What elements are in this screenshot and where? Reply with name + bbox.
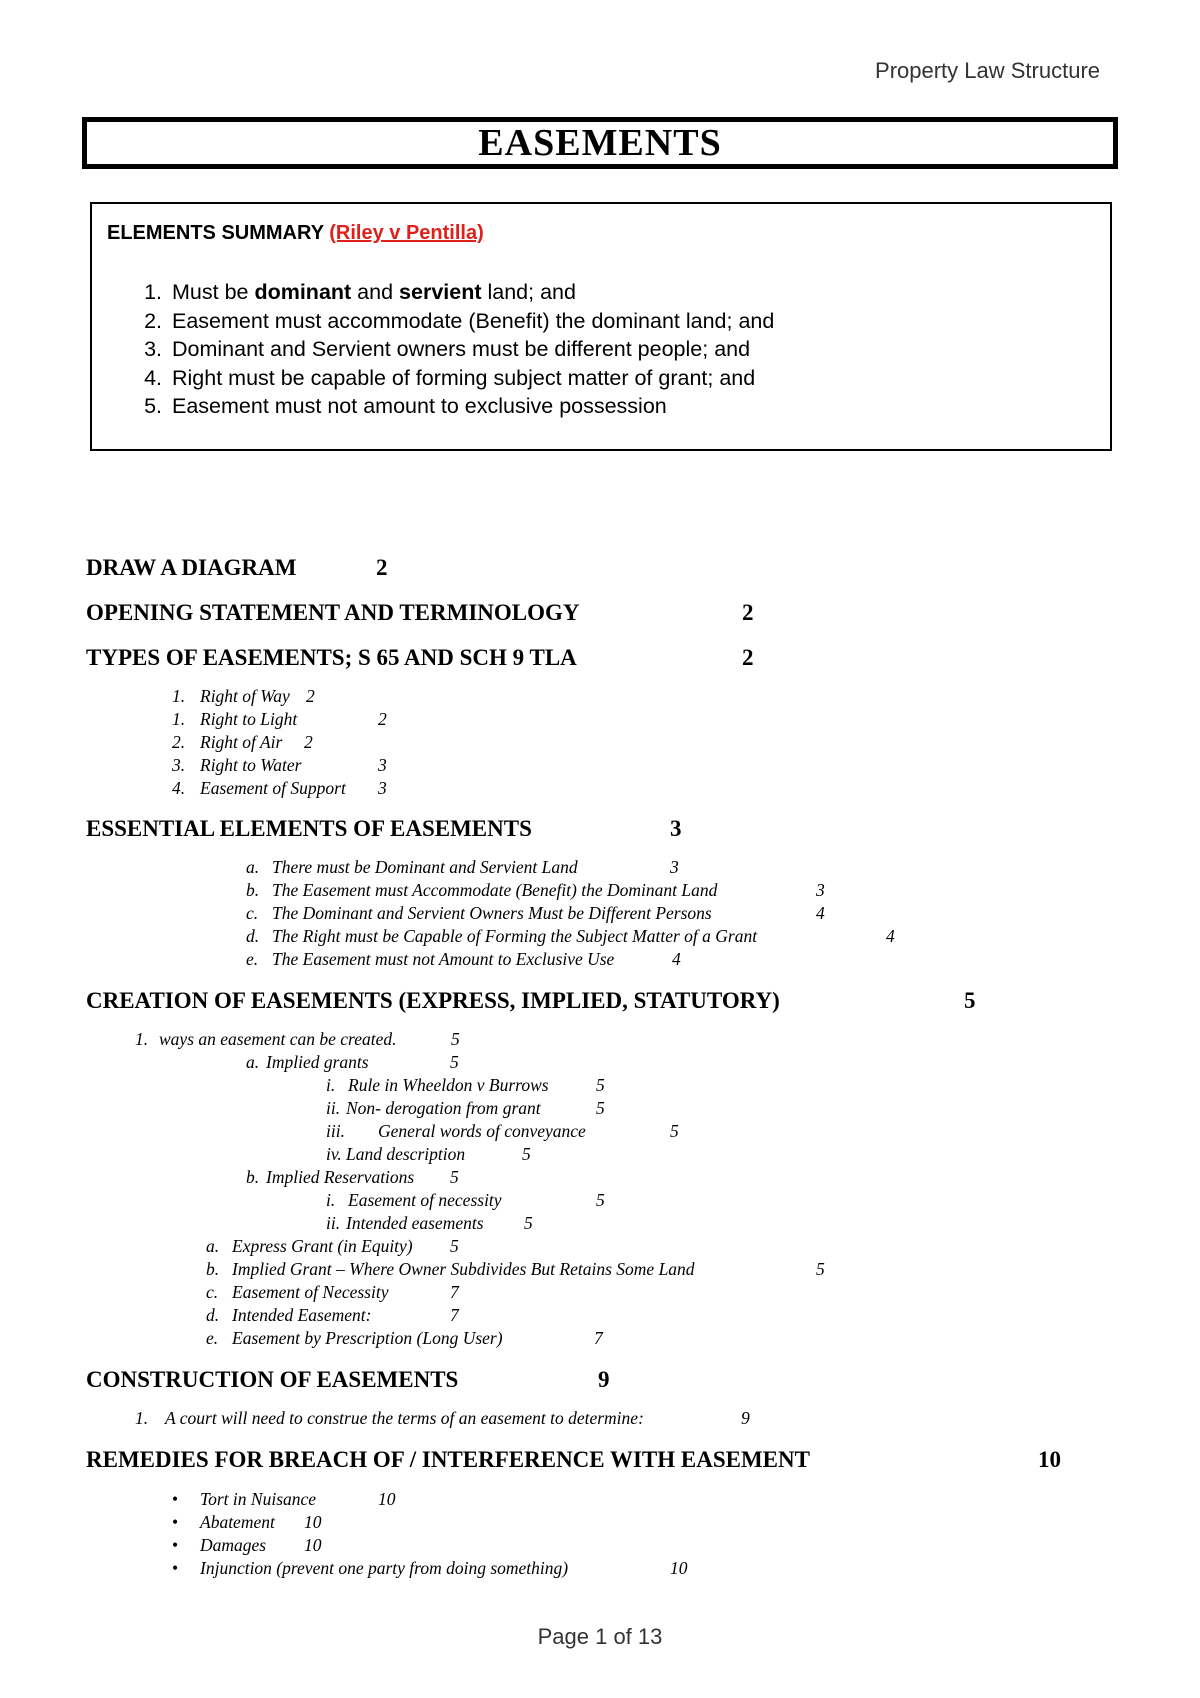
item-text: land; and xyxy=(481,280,576,304)
toc-entry-link[interactable] xyxy=(172,755,387,776)
toc-entry-link[interactable] xyxy=(135,1408,750,1429)
toc-entry-link[interactable] xyxy=(326,1121,679,1142)
toc-entry-number: i. xyxy=(326,1190,336,1210)
toc-page-number: 3 xyxy=(816,880,825,900)
item-bold-text: servient xyxy=(399,280,482,304)
toc-heading-text: DRAW A DIAGRAM xyxy=(86,555,297,580)
toc-entry-number: b. xyxy=(246,1167,260,1187)
toc-entry-text: Right of Air xyxy=(200,732,283,752)
toc-entry-text: ways an easement can be created. xyxy=(159,1029,397,1049)
toc-page-number: 2 xyxy=(304,732,313,752)
toc-entry-text: The Right must be Capable of Forming the Subject Matter of a Grant xyxy=(272,926,758,946)
toc-entry-link[interactable] xyxy=(172,1535,322,1556)
toc-entry-link[interactable] xyxy=(206,1236,459,1257)
toc-entry-link[interactable] xyxy=(172,709,387,730)
toc-page-number: 5 xyxy=(451,1029,460,1049)
toc-entry-link[interactable] xyxy=(246,1167,459,1188)
toc-page-number: 5 xyxy=(596,1075,605,1095)
toc-entry-text: Right to Light xyxy=(200,709,298,729)
toc-entry-number: b. xyxy=(206,1259,220,1279)
item-text: Easement must not amount to exclusive possession xyxy=(172,394,667,418)
toc-page-number: 2 xyxy=(742,600,754,625)
item-number: 4. xyxy=(144,365,162,390)
toc-entry-link[interactable] xyxy=(326,1213,533,1234)
summary-heading-line xyxy=(107,222,484,245)
summary-case-reference: (Riley v Pentilla) xyxy=(329,222,484,244)
toc-page-number: 5 xyxy=(670,1121,679,1141)
toc-entry-link[interactable] xyxy=(206,1282,459,1303)
toc-page-number: 10 xyxy=(1038,1447,1061,1472)
bullet-icon: • xyxy=(172,1489,179,1509)
toc-heading-link[interactable] xyxy=(86,555,388,581)
toc-entry-link[interactable] xyxy=(206,1259,825,1280)
toc-entry-text: The Easement must not Amount to Exclusive Use xyxy=(272,949,615,969)
toc-page-number: 7 xyxy=(450,1305,459,1325)
toc-page-number: 10 xyxy=(670,1558,688,1578)
toc-entry-text: Right of Way xyxy=(200,686,290,706)
toc-entry-number: iv. xyxy=(326,1144,342,1164)
item-text: Right must be capable of forming subject matter of grant; and xyxy=(172,365,756,390)
toc-page-number: 10 xyxy=(304,1512,322,1532)
toc-entry-link[interactable] xyxy=(246,903,825,924)
item-bold-text: dominant xyxy=(254,280,352,304)
toc-page-number: 3 xyxy=(670,816,682,841)
running-header: Property Law Structure xyxy=(875,58,1100,83)
toc-page-number: 3 xyxy=(670,857,679,877)
toc-entry-text: Implied grants xyxy=(266,1052,369,1072)
toc-entry-number: 1. xyxy=(135,1408,149,1428)
toc-entry-number: e. xyxy=(246,949,259,969)
document-title-box xyxy=(82,117,1118,169)
toc-entry-number: b. xyxy=(246,880,260,900)
toc-page-number: 5 xyxy=(964,988,976,1013)
toc-page-number: 4 xyxy=(816,903,825,923)
item-text: Dominant and Servient owners must be different people; and xyxy=(172,337,751,361)
toc-entry-link[interactable] xyxy=(172,1489,396,1510)
toc-entry-number: iii. xyxy=(326,1121,345,1141)
toc-entry-number: 1. xyxy=(172,686,186,706)
toc-heading-link[interactable] xyxy=(86,1367,610,1393)
toc-entry-text: There must be Dominant and Servient Land xyxy=(272,857,578,877)
bullet-icon: • xyxy=(172,1558,179,1578)
item-text: Easement must accommodate (Benefit) the dominant land; and xyxy=(172,308,775,333)
toc-heading-text: REMEDIES FOR BREACH OF / INTERFERENCE WITH EASEMENT xyxy=(86,1447,810,1472)
toc-entry-number: a. xyxy=(206,1236,220,1256)
toc-entry-link[interactable] xyxy=(206,1305,459,1326)
item-number: 1. xyxy=(144,280,162,304)
page-footer: Page 1 of 13 xyxy=(537,1624,663,1649)
toc-entry-link[interactable] xyxy=(326,1144,531,1165)
item-number: 3. xyxy=(144,337,162,361)
toc-heading-text: CONSTRUCTION OF EASEMENTS xyxy=(86,1367,459,1392)
toc-entry-text: The Dominant and Servient Owners Must be Different Persons xyxy=(272,903,712,923)
toc-entry-text: Injunction (prevent one party from doing something) xyxy=(200,1558,569,1578)
toc-page-number: 7 xyxy=(594,1328,603,1348)
toc-page-number: 5 xyxy=(450,1167,459,1187)
toc-page-number: 2 xyxy=(306,686,315,706)
toc-page-number: 3 xyxy=(378,755,387,775)
toc-entry-text: Express Grant (in Equity) xyxy=(232,1236,413,1256)
toc-heading-link[interactable] xyxy=(86,600,754,626)
toc-entry-text: Damages xyxy=(200,1535,267,1555)
toc-heading-link[interactable] xyxy=(86,988,976,1014)
toc-entry-number: a. xyxy=(246,857,260,877)
toc-entry-text: Land description xyxy=(346,1144,466,1164)
toc-entry-text: Implied Reservations xyxy=(266,1167,415,1187)
toc-entry-link[interactable] xyxy=(246,880,825,901)
toc-page-number: 5 xyxy=(450,1052,459,1072)
toc-heading-text: ESSENTIAL ELEMENTS OF EASEMENTS xyxy=(86,816,532,841)
toc-entry-text: Intended Easement: xyxy=(232,1305,372,1325)
toc-entry-link[interactable] xyxy=(246,1052,459,1073)
item-number: 5. xyxy=(144,394,162,418)
toc-entry-text: Easement of Necessity xyxy=(232,1282,389,1302)
toc-entry-number: ii. xyxy=(326,1213,341,1233)
summary-item xyxy=(132,364,774,393)
toc-entry-link[interactable] xyxy=(172,732,313,753)
toc-entry-link[interactable] xyxy=(326,1075,605,1096)
toc-entry-number: 3. xyxy=(172,755,186,775)
toc-page-number: 7 xyxy=(450,1282,459,1302)
summary-item xyxy=(132,392,774,421)
toc-page-number: 4 xyxy=(672,949,681,969)
summary-item xyxy=(132,335,774,364)
bullet-icon: • xyxy=(172,1535,179,1555)
toc-entry-number: 1. xyxy=(135,1029,149,1049)
toc-page-number: 9 xyxy=(598,1367,610,1392)
bullet-icon: • xyxy=(172,1512,179,1532)
toc-heading-text: TYPES OF EASEMENTS; S 65 AND SCH 9 TLA xyxy=(86,645,577,670)
toc-entry-text: Non- derogation from grant xyxy=(346,1098,541,1118)
toc-heading-link[interactable] xyxy=(86,1447,1061,1473)
toc-entry-text: Abatement xyxy=(200,1512,275,1532)
toc-entry-link[interactable] xyxy=(246,949,681,970)
toc-heading-text: OPENING STATEMENT AND TERMINOLOGY xyxy=(86,600,580,625)
toc-entry-text: The Easement must Accommodate (Benefit) the Dominant Land xyxy=(272,880,718,900)
toc-page-number: 9 xyxy=(741,1408,750,1428)
toc-entry-link[interactable] xyxy=(135,1029,460,1050)
toc-entry-number: 4. xyxy=(172,778,186,798)
item-text: Must be xyxy=(172,280,255,304)
toc-entry-link[interactable] xyxy=(172,1512,322,1533)
toc-page-number: 2 xyxy=(378,709,387,729)
toc-entry-text: Easement of necessity xyxy=(348,1190,502,1210)
toc-entry-link[interactable] xyxy=(172,778,387,799)
toc-page-number: 5 xyxy=(522,1144,531,1164)
toc-entry-link[interactable] xyxy=(326,1190,605,1211)
toc-entry-number: 2. xyxy=(172,732,186,752)
toc-page-number: 4 xyxy=(886,926,895,946)
summary-list xyxy=(132,278,774,421)
toc-entry-link[interactable] xyxy=(326,1098,605,1119)
toc-entry-number: a. xyxy=(246,1052,260,1072)
toc-page-number: 5 xyxy=(524,1213,533,1233)
toc-entry-link[interactable] xyxy=(246,857,679,878)
toc-entry-text: Tort in Nuisance xyxy=(200,1489,317,1509)
toc-page-number: 5 xyxy=(450,1236,459,1256)
toc-entry-number: ii. xyxy=(326,1098,341,1118)
toc-entry-number: d. xyxy=(206,1305,220,1325)
toc-page-number: 10 xyxy=(378,1489,396,1509)
toc-entry-number: 1. xyxy=(172,709,186,729)
toc-entry-number: d. xyxy=(246,926,260,946)
toc-entry-text: General words of conveyance xyxy=(378,1121,586,1141)
toc-entry-text: Easement of Support xyxy=(200,778,346,798)
toc-entry-link[interactable] xyxy=(172,686,315,707)
toc-entry-link[interactable] xyxy=(246,926,895,947)
toc-entry-number: c. xyxy=(246,903,259,923)
toc-page-number: 5 xyxy=(596,1190,605,1210)
summary-item xyxy=(132,278,774,307)
toc-entry-link[interactable] xyxy=(172,1558,688,1579)
toc-entry-number: i. xyxy=(326,1075,336,1095)
toc-heading-link[interactable] xyxy=(86,645,754,671)
toc-entry-number: e. xyxy=(206,1328,219,1348)
toc-entry-text: Intended easements xyxy=(346,1213,484,1233)
summary-item xyxy=(132,307,774,336)
toc-heading-text: CREATION OF EASEMENTS (EXPRESS, IMPLIED, STATUTORY) xyxy=(86,988,780,1013)
elements-summary-box xyxy=(90,202,1112,451)
summary-heading: ELEMENTS SUMMARY xyxy=(107,222,324,244)
toc-entry-text: Implied Grant – Where Owner Subdivides But Retains Some Land xyxy=(232,1259,695,1279)
toc-page-number: 2 xyxy=(376,555,388,580)
document-title: EASEMENTS xyxy=(478,122,722,164)
toc-page-number: 3 xyxy=(378,778,387,798)
toc-entry-text: Rule in Wheeldon v Burrows xyxy=(348,1075,549,1095)
item-number: 2. xyxy=(144,308,162,333)
item-text: and xyxy=(351,280,400,304)
toc-entry-link[interactable] xyxy=(206,1328,603,1349)
toc-entry-text: Easement by Prescription (Long User) xyxy=(232,1328,503,1348)
toc-page-number: 5 xyxy=(816,1259,825,1279)
toc-page-number: 10 xyxy=(304,1535,322,1555)
toc-page-number: 2 xyxy=(742,645,754,670)
toc-page-number: 5 xyxy=(596,1098,605,1118)
toc-entry-text: Right to Water xyxy=(200,755,302,775)
toc-entry-text: A court will need to construe the terms of an easement to determine: xyxy=(165,1408,644,1428)
toc-entry-number: c. xyxy=(206,1282,219,1302)
toc-heading-link[interactable] xyxy=(86,816,682,842)
